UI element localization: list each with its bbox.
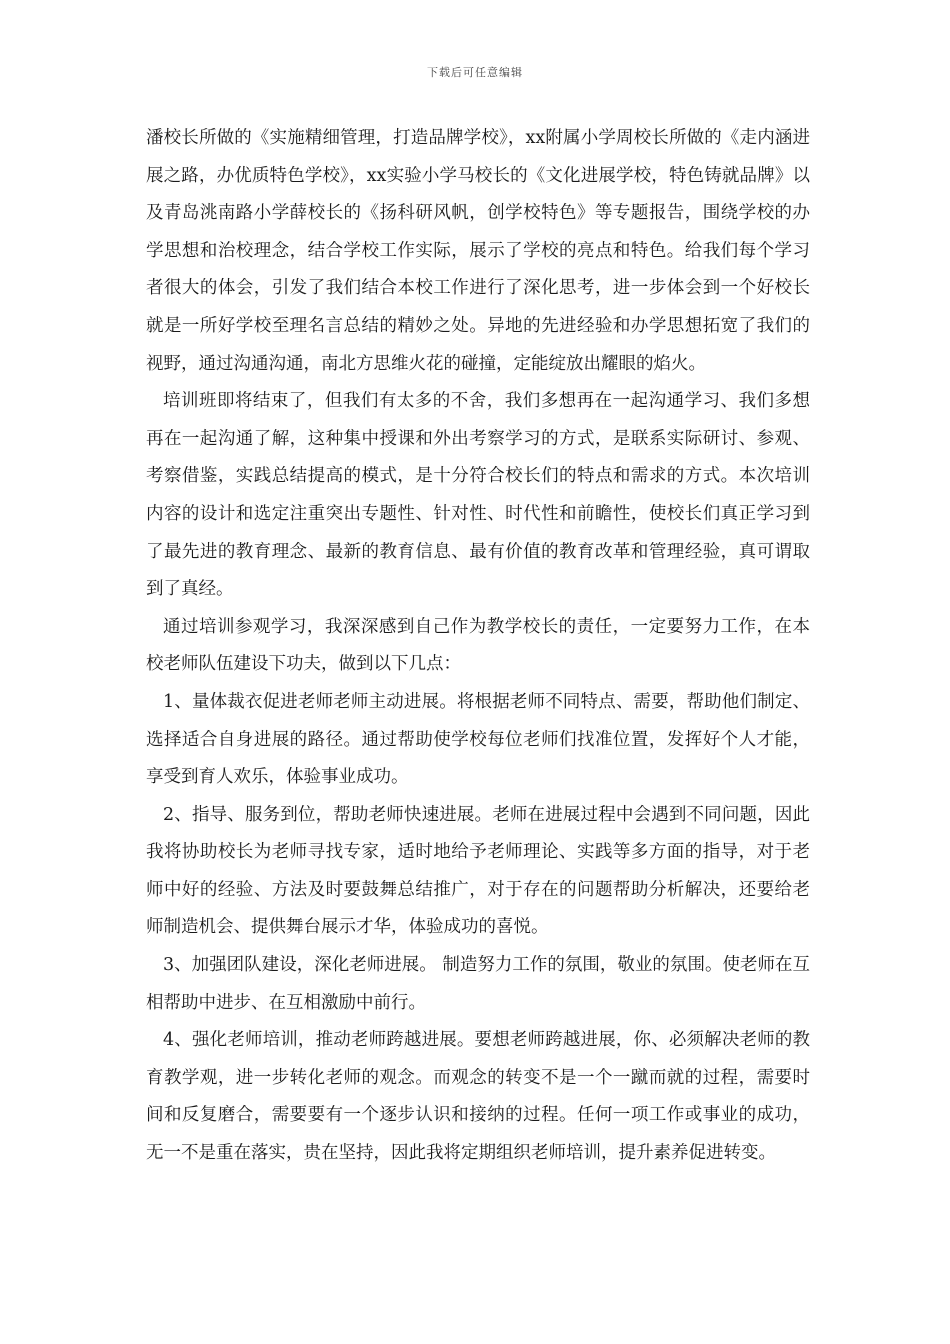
paragraph-3: 通过培训参观学习，我深深感到自己作为教学校长的责任，一定要努力工作，在本校老师队伍建设下功夫，做到以下几点： bbox=[146, 616, 810, 675]
list-item-4: 4、强化老师培训，推动老师跨越进展。要想老师跨越进展，你、必须解决老师的教育教学观，进一步转化老师的观念。而观念的转变不是一个一蹴而就的过程，需要时间和反复磨合，需要要有一个逐步认识和接纳的过程。任何一项工作或事业的成功，无一不是重在落实，贵在坚持，因此我将定期组织老师培训，提升素养促进转变。 bbox=[146, 1030, 810, 1164]
paragraph-2: 培训班即将结束了，但我们有太多的不舍，我们多想再在一起沟通学习、我们多想再在一起沟通了解，这种集中授课和外出考察学习的方式，是联系实际研讨、参观、考察借鉴，实践总结提高的模式，是十分符合校长们的特点和需求的方式。本次培训内容的设计和选定注重突出专题性、针对性、时代性和前瞻性，使校长们真正学习到了最先进的教育理念、最新的教育信息、最有价值的教育改革和管理经验，真可谓取到了真经。 bbox=[146, 391, 810, 600]
paragraph-1: 潘校长所做的《实施精细管理，打造品牌学校》，xx附属小学周校长所做的《走内涵进展之路，办优质特色学校》，xx实验小学马校长的《文化进展学校，特色铸就品牌》以及青岛洮南路小学薛校长的《扬科研风帆，创学校特色》等专题报告，围绕学校的办学思想和治校理念，结合学校工作实际，展示了学校的亮点和特色。给我们每个学习者很大的体会，引发了我们结合本校工作进行了深化思考，进一步体会到一个好校长就是一所好学校至理名言总结的精妙之处。异地的先进经验和办学思想拓宽了我们的视野，通过沟通沟通，南北方思维火花的碰撞，定能绽放出耀眼的焰火。 bbox=[146, 128, 810, 374]
page-header: 下载后可任意编辑 bbox=[427, 66, 523, 79]
list-item-1: 1、量体裁衣促进老师老师主动进展。将根据老师不同特点、需要，帮助他们制定、选择适合自身进展的路径。通过帮助使学校每位老师们找准位置，发挥好个人才能，享受到育人欢乐，体验事业成功。 bbox=[146, 691, 810, 788]
list-item-3: 3、加强团队建设，深化老师进展。 制造努力工作的氛围，敬业的氛围。使老师在互相帮助中进步、在互相激励中前行。 bbox=[146, 955, 810, 1013]
document-body bbox=[146, 120, 810, 1173]
list-item-2: 2、指导、服务到位，帮助老师快速进展。老师在进展过程中会遇到不同问题，因此我将协助校长为老师寻找专家，适时地给予老师理论、实践等多方面的指导，对于老师中好的经验、方法及时要鼓舞总结推广，对于存在的问题帮助分析解决，还要给老师制造机会、提供舞台展示才华，体验成功的喜悦。 bbox=[146, 804, 810, 938]
